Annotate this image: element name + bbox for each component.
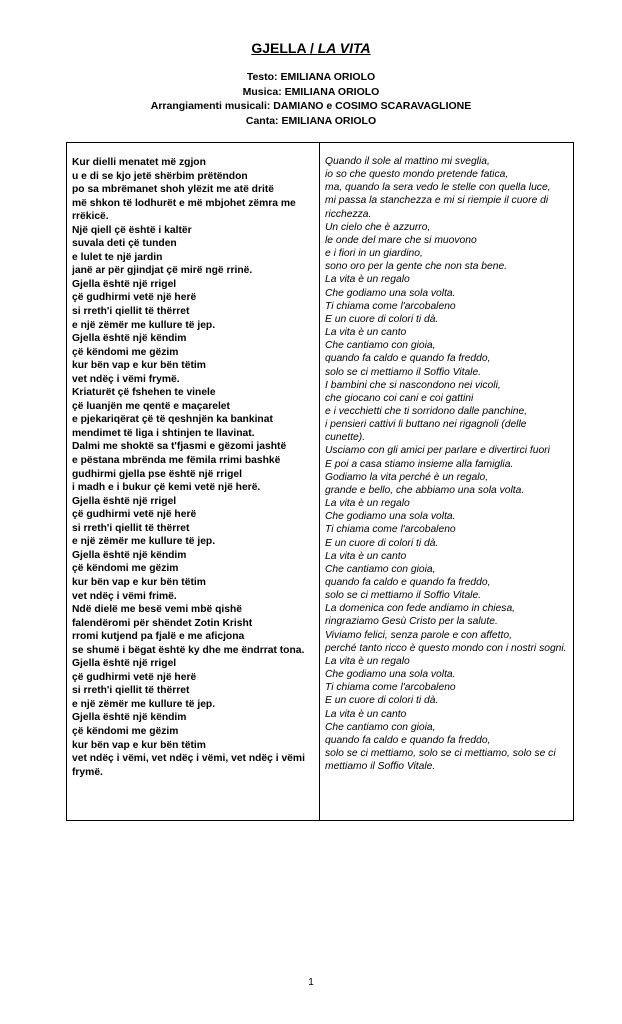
lyric-line: Dalmi me shoktë sa t'fjasmi e gëzomi jashtë bbox=[72, 441, 287, 453]
lyric-line: më shkon të lodhurët e më mbjohet zëmra me rrëkicë. bbox=[72, 197, 296, 223]
lyric-line: Quando il sole al mattino mi sveglia, bbox=[325, 156, 490, 167]
lyric-line: po sa mbrëmanet shoh ylëzit me atë dritë bbox=[72, 184, 274, 196]
page-number: 1 bbox=[308, 977, 314, 988]
lyric-line: Che godiamo una sola volta. bbox=[325, 287, 456, 299]
lyric-line: La vita è un regalo bbox=[325, 498, 410, 510]
lyric-line: che giocano coi cani e coi gattini bbox=[325, 392, 474, 404]
title-albanian: GJELLA / bbox=[251, 40, 318, 56]
lyric-line: se shumë i bëgat është ky dhe me ëndrrat tona. bbox=[72, 644, 305, 656]
lyric-line: falendëromi për shëndet Zotin Krisht bbox=[72, 617, 253, 629]
lyric-line: e pjekariqërat çë të qeshnjën ka bankinat bbox=[72, 414, 273, 426]
lyric-line: suvala deti çë tunden bbox=[72, 238, 177, 250]
lyric-line: mendimet të liga i shtinjen te llavinat. bbox=[72, 427, 255, 439]
lyric-line: quando fa caldo e quando fa freddo, bbox=[325, 353, 491, 365]
lyric-line: e një zëmër me kullure të jep. bbox=[72, 698, 216, 710]
lyric-line: Gjella është një këndim bbox=[72, 333, 187, 345]
lyric-line: çë gudhirmi vetë një herë bbox=[72, 671, 197, 683]
lyric-line: io so che questo mondo pretende fatica, bbox=[325, 169, 509, 181]
lyric-line: I bambini che si nascondono nei vicoli, bbox=[325, 379, 501, 391]
lyric-line: solo se ci mettiamo il Soffio Vitale. bbox=[325, 366, 482, 378]
lyric-line: ma, quando la sera vedo le stelle con quella luce, bbox=[325, 182, 551, 194]
lyric-line: La domenica con fede andiamo in chiesa, bbox=[325, 603, 516, 615]
lyric-line: vet ndëç i vëmi, vet ndëç i vëmi, vet ndëç i vëmi frymë. bbox=[72, 753, 305, 778]
lyric-line: Kur dielli menatet më zgjon bbox=[72, 157, 206, 168]
lyric-line: e lulet te një jardin bbox=[72, 251, 163, 263]
title-italian: LA VITA bbox=[317, 40, 371, 56]
lyric-line: rromi kutjend pa fjalë e me aficjona bbox=[72, 631, 245, 643]
lyric-line: solo se ci mettiamo, solo se ci mettiamo, solo se ci mettiamo il Soffio Vitale. bbox=[325, 748, 556, 773]
lyric-line: grande e bello, che abbiamo una sola volta. bbox=[325, 484, 525, 496]
lyric-line: u e di se kjo jetë shërbim prëtëndon bbox=[72, 170, 248, 182]
lyric-line: janë ar për gjindjat çë mirë ngë rrinë. bbox=[72, 265, 253, 277]
lyric-line: e një zëmër me kullure të jep. bbox=[72, 536, 216, 548]
credit-singer: Canta: EMILIANA ORIOLO bbox=[245, 114, 377, 127]
lyric-line: E un cuore di colori ti dà. bbox=[325, 695, 439, 707]
lyric-line: e një zëmër me kullure të jep. bbox=[72, 319, 216, 331]
lyric-line: e pëstana mbrënda me fëmila rrimi bashkë bbox=[72, 455, 281, 467]
lyric-line: La vita è un regalo bbox=[325, 655, 410, 667]
page-title bbox=[0, 40, 622, 56]
lyric-line: si rreth'i qiellit të thërret bbox=[72, 685, 190, 697]
lyric-line: Ti chiama come l'arcobaleno bbox=[325, 682, 456, 694]
lyric-line: e i vecchietti che ti sorridono dalle panchine, bbox=[325, 405, 528, 417]
albanian-lyrics bbox=[67, 143, 319, 779]
lyric-line: Che godiamo una sola volta. bbox=[325, 669, 456, 681]
lyric-line: solo se ci mettiamo il Soffio Vitale. bbox=[325, 590, 482, 602]
lyric-line: Viviamo felici, senza parole e con affetto, bbox=[325, 629, 512, 641]
lyric-line: Godiamo la vita perché è un regalo, bbox=[325, 471, 489, 483]
lyric-line: E un cuore di colori ti dà. bbox=[325, 537, 439, 549]
lyric-line: Che cantiamo con gioia, bbox=[325, 340, 436, 352]
lyric-line: Ti chiama come l'arcobaleno bbox=[325, 524, 456, 536]
lyric-line: Kriaturët çë fshehen te vinele bbox=[72, 387, 216, 399]
lyric-line: le onde del mare che si muovono bbox=[325, 234, 477, 246]
lyric-line: quando fa caldo e quando fa freddo, bbox=[325, 734, 491, 746]
lyric-line: vet ndëç i vëmi frymë. bbox=[72, 373, 180, 385]
lyric-line: çë këndomi me gëzim bbox=[72, 563, 179, 575]
lyrics-table bbox=[66, 142, 574, 821]
credit-music: Musica: EMILIANA ORIOLO bbox=[242, 85, 380, 98]
lyric-line: çë gudhirmi vetë një herë bbox=[72, 509, 197, 521]
lyric-line: La vita è un canto bbox=[325, 550, 407, 562]
lyric-line: çë gudhirmi vetë një herë bbox=[72, 292, 197, 304]
lyric-line: La vita è un canto bbox=[325, 708, 407, 720]
lyric-line: kur bën vap e kur bën tëtim bbox=[72, 360, 206, 372]
italian-column bbox=[320, 143, 574, 821]
lyric-line: E poi a casa stiamo insieme alla famiglia. bbox=[325, 458, 514, 470]
credit-arrangement: Arrangiamenti musicali: DAMIANO e COSIMO SCARAVAGLIONE bbox=[150, 100, 472, 112]
lyric-line: vet ndëç i vëmi frimë. bbox=[72, 590, 177, 602]
lyric-line: La vita è un regalo bbox=[325, 274, 410, 286]
lyric-line: perché tanto ricco è questo mondo con i nostri sogni. bbox=[325, 642, 567, 654]
lyric-line: mi passa la stanchezza e mi si riempie il cuore di ricchezza. bbox=[325, 195, 549, 220]
lyric-line: ringraziamo Gesù Cristo per la salute. bbox=[325, 616, 498, 628]
lyric-line: gudhirmi gjella pse është një rrigel bbox=[72, 468, 242, 480]
lyric-line: si rreth'i qiellit të thërret bbox=[72, 522, 190, 534]
lyric-line: çë këndomi me gëzim bbox=[72, 725, 179, 737]
credits-block bbox=[0, 70, 622, 128]
credit-lyrics: Testo: EMILIANA ORIOLO bbox=[246, 71, 376, 83]
lyric-line: çë luanjën me qentë e maçarelet bbox=[72, 400, 230, 412]
lyric-line: Gjella është një këndim bbox=[72, 712, 187, 724]
lyric-line: i madh e i bukur çë kemi vetë një herë. bbox=[72, 482, 261, 494]
lyric-line: kur bën vap e kur bën tëtim bbox=[72, 576, 206, 588]
lyric-line: Usciamo con gli amici per parlare e divertirci fuori bbox=[325, 445, 550, 457]
lyric-line: Ti chiama come l'arcobaleno bbox=[325, 300, 456, 312]
lyric-line: sono oro per la gente che non sta bene. bbox=[325, 261, 508, 273]
lyric-line: Një qiell çë është i kaltër bbox=[72, 224, 192, 236]
lyric-line: La vita è un canto bbox=[325, 327, 407, 339]
lyric-line: çë këndomi me gëzim bbox=[72, 346, 179, 358]
lyric-line: Ndë dielë me besë vemi mbë qishë bbox=[72, 604, 242, 616]
albanian-column bbox=[67, 143, 320, 821]
lyric-line: E un cuore di colori ti dà. bbox=[325, 313, 439, 325]
lyric-line: Che cantiamo con gioia, bbox=[325, 563, 436, 575]
lyric-line: Gjella është një rrigel bbox=[72, 658, 177, 670]
lyric-line: Che cantiamo con gioia, bbox=[325, 721, 436, 733]
lyric-line: quando fa caldo e quando fa freddo, bbox=[325, 577, 491, 588]
lyric-line: Gjella është një këndim bbox=[72, 549, 187, 561]
lyric-line: e i fiori in un giardino, bbox=[325, 248, 423, 260]
lyric-line: Un cielo che è azzurro, bbox=[325, 221, 431, 233]
lyric-line: Gjella është një rrigel bbox=[72, 495, 177, 507]
lyric-line: kur bën vap e kur bën tëtim bbox=[72, 739, 206, 751]
lyric-line: Che godiamo una sola volta. bbox=[325, 511, 456, 523]
lyric-line: Gjella është një rrigel bbox=[72, 278, 177, 290]
italian-lyrics bbox=[320, 143, 573, 773]
lyric-line: i pensieri cattivi li buttano nei rigagnoli (delle cunette). bbox=[325, 419, 527, 444]
lyric-line: si rreth'i qiellit të thërret bbox=[72, 306, 190, 318]
